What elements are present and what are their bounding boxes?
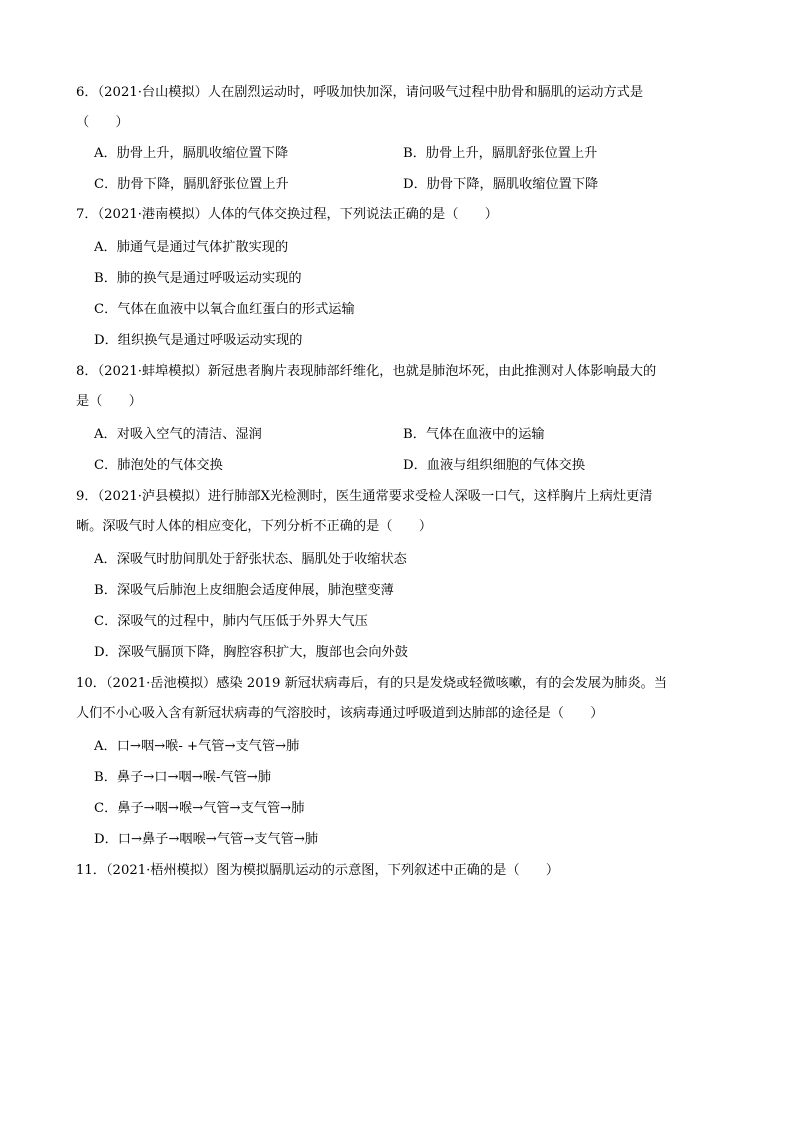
question-9-option-d: D．深吸气膈顶下降，胸腔容积扩大，腹部也会向外鼓 [94, 645, 408, 660]
question-6-option-d: D．肋骨下降，膈肌收缩位置下降 [403, 177, 599, 192]
question-6-option-b: B．肋骨上升，膈肌舒张位置上升 [403, 146, 598, 161]
question-9-option-a: A．深吸气时肋间肌处于舒张状态、膈肌处于收缩状态 [94, 552, 407, 567]
question-7-option-c: C．气体在血液中以氧合血红蛋白的形式运输 [94, 302, 355, 317]
question-7-option-d: D．组织换气是通过呼吸运动实现的 [94, 333, 303, 348]
question-6-option-c: C．肋骨下降，膈肌舒张位置上升 [94, 177, 289, 192]
question-9-option-c: C．深吸气的过程中，肺内气压低于外界大气压 [94, 614, 368, 629]
question-8-stem: 8．（2021·蚌埠模拟）新冠患者胸片表现肺部纤维化，也就是肺泡坏死，由此推测对人体影响最大的 [76, 364, 657, 379]
question-8-option-a: A．对吸入空气的清洁、湿润 [94, 427, 262, 442]
question-6-option-a: A．肋骨上升，膈肌收缩位置下降 [94, 146, 289, 161]
question-9-stem-cont: 晰。深吸气时人体的相应变化，下列分析不正确的是（ ） [76, 519, 433, 534]
question-10-stem-cont: 人们不小心吸入含有新冠状病毒的气溶胶时，该病毒通过呼吸道到达肺部的途径是（ ） [76, 706, 604, 721]
question-6-answer-bracket: （ ） [76, 115, 129, 130]
question-11-stem: 11．（2021·梧州模拟）图为模拟膈肌运动的示意图，下列叙述中正确的是（ ） [76, 863, 560, 878]
question-8-option-b: B．气体在血液中的运输 [403, 427, 545, 442]
question-8-option-c: C．肺泡处的气体交换 [94, 458, 223, 473]
question-10-option-c: C．鼻子→咽→喉→气管→支气管→肺 [94, 801, 305, 816]
question-7-stem: 7．（2021·港南模拟）人体的气体交换过程，下列说法正确的是（ ） [76, 207, 498, 222]
question-10-stem: 10．（2021·岳池模拟）感染 2019 新冠状病毒后，有的只是发烧或轻微咳嗽，有的会发展为肺炎。当 [76, 676, 668, 691]
question-10-option-a: A．口→咽→喉- +气管→支气管→肺 [94, 739, 300, 754]
question-8-stem-cont: 是（ ） [76, 394, 142, 409]
question-9-stem: 9．（2021·泸县模拟）进行肺部X光检测时，医生通常要求受检人深吸一口气，这样胸片上病灶更清 [76, 489, 653, 504]
question-10-option-b: B．鼻子→口→咽→喉-气管→肺 [94, 770, 272, 785]
question-6-stem: 6．（2021·台山模拟）人在剧烈运动时，呼吸加快加深，请问吸气过程中肋骨和膈肌的运动方式是 [76, 85, 644, 100]
question-9-option-b: B．深吸气后肺泡上皮细胞会适度伸展，肺泡壁变薄 [94, 583, 394, 598]
question-7-option-a: A．肺通气是通过气体扩散实现的 [94, 240, 289, 255]
question-10-option-d: D．口→鼻子→咽喉→气管→支气管→肺 [94, 832, 319, 847]
question-7-option-b: B．肺的换气是通过呼吸运动实现的 [94, 271, 302, 286]
question-8-option-d: D．血液与组织细胞的气体交换 [403, 458, 586, 473]
